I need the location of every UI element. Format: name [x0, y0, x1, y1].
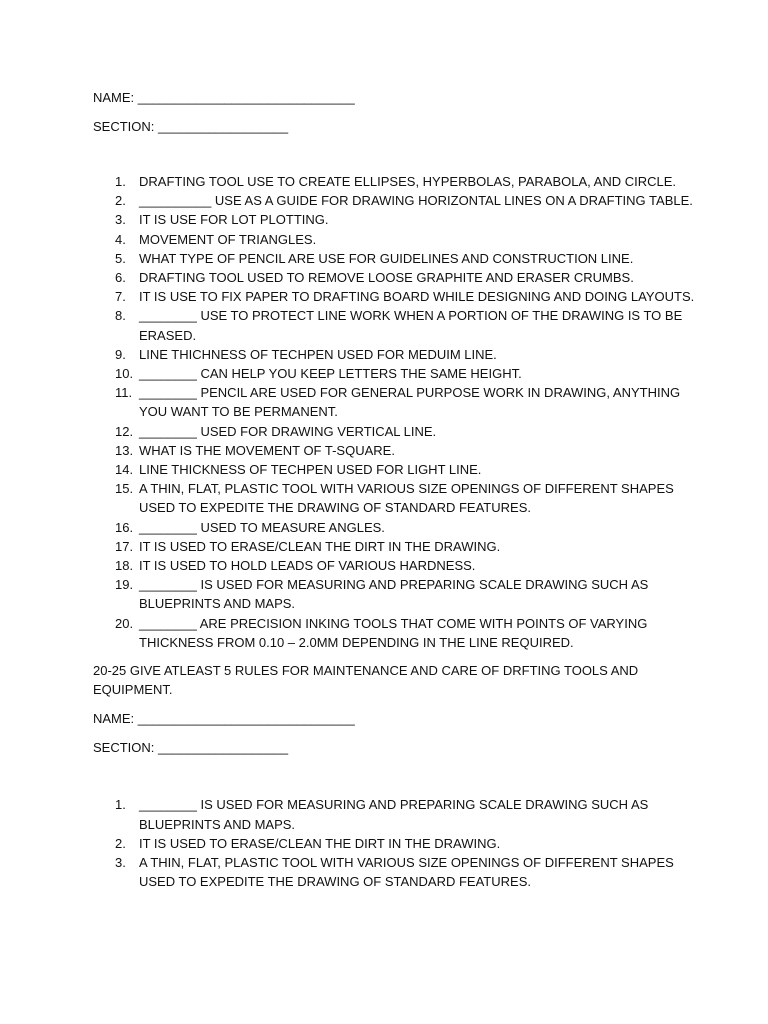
- question-item: [115, 518, 708, 537]
- question-text: ________ PENCIL ARE USED FOR GENERAL PURPOSE WORK IN DRAWING, ANYTHING YOU WANT TO BE PERMANENT.: [139, 385, 681, 420]
- question-item: [115, 249, 708, 268]
- question-item: [115, 210, 708, 229]
- question-text: A THIN, FLAT, PLASTIC TOOL WITH VARIOUS SIZE OPENINGS OF DIFFERENT SHAPES USED TO EXPEDITE THE DRAWING OF STANDARD FEATURES.: [139, 855, 674, 890]
- question-text: IT IS USED TO ERASE/CLEAN THE DIRT IN THE DRAWING.: [139, 835, 501, 851]
- question-item: [115, 614, 708, 652]
- question-item: [115, 422, 708, 441]
- question-text: LINE THICKNESS OF TECHPEN USED FOR LIGHT LINE.: [139, 462, 482, 478]
- question-number: 1.: [115, 797, 126, 813]
- question-number: 17.: [115, 538, 134, 554]
- question-number: 3.: [115, 855, 126, 871]
- question-text: WHAT IS THE MOVEMENT OF T-SQUARE.: [139, 442, 395, 458]
- section-field-a[interactable]: SECTION: __________________: [93, 119, 289, 134]
- question-item: [115, 172, 708, 191]
- question-item: [115, 191, 708, 210]
- question-item: [115, 853, 708, 891]
- question-text: IT IS USED TO HOLD LEADS OF VARIOUS HARDNESS.: [139, 558, 476, 574]
- question-number: 20.: [115, 615, 134, 631]
- question-item: [115, 537, 708, 556]
- question-item: [115, 287, 708, 306]
- question-item: [115, 575, 708, 613]
- question-text: WHAT TYPE OF PENCIL ARE USE FOR GUIDELINES AND CONSTRUCTION LINE.: [139, 250, 634, 266]
- question-item: [115, 383, 708, 421]
- question-number: 19.: [115, 577, 134, 593]
- question-item: [115, 230, 708, 249]
- section-field-b[interactable]: SECTION: __________________: [93, 740, 289, 756]
- question-number: 8.: [115, 308, 126, 324]
- question-text: ________ CAN HELP YOU KEEP LETTERS THE SAME HEIGHT.: [139, 366, 522, 382]
- question-number: 9.: [115, 346, 126, 362]
- question-number: 10.: [115, 366, 134, 382]
- name-field-b[interactable]: NAME: ______________________________: [93, 711, 355, 727]
- question-number: 15.: [115, 481, 134, 497]
- question-number: 5.: [115, 250, 126, 266]
- question-text: __________ USE AS A GUIDE FOR DRAWING HORIZONTAL LINES ON A DRAFTING TABLE.: [139, 193, 693, 209]
- question-number: 3.: [115, 212, 126, 228]
- question-text: DRAFTING TOOL USE TO CREATE ELLIPSES, HYPERBOLAS, PARABOLA, AND CIRCLE.: [139, 174, 677, 189]
- question-text: A THIN, FLAT, PLASTIC TOOL WITH VARIOUS SIZE OPENINGS OF DIFFERENT SHAPES USED TO EXPEDITE THE DRAWING OF STANDARD FEATURES.: [139, 481, 674, 516]
- instruction-note: 20-25 GIVE ATLEAST 5 RULES FOR MAINTENANCE AND CARE OF DRFTING TOOLS AND EQUIPMENT.: [93, 663, 639, 698]
- question-number: 18.: [115, 558, 134, 574]
- question-text: ________ USE TO PROTECT LINE WORK WHEN A PORTION OF THE DRAWING IS TO BE ERASED.: [139, 308, 683, 343]
- question-number: 1.: [115, 174, 126, 189]
- question-item: [115, 364, 708, 383]
- name-field-a[interactable]: NAME: ______________________________: [93, 90, 355, 105]
- question-text: ________ IS USED FOR MEASURING AND PREPARING SCALE DRAWING SUCH AS BLUEPRINTS AND MAPS.: [139, 797, 649, 832]
- question-number: 7.: [115, 289, 126, 305]
- question-text: ________ USED FOR DRAWING VERTICAL LINE.: [139, 423, 437, 439]
- question-number: 12.: [115, 423, 134, 439]
- question-item: [115, 441, 708, 460]
- question-text: ________ IS USED FOR MEASURING AND PREPARING SCALE DRAWING SUCH AS BLUEPRINTS AND MAPS.: [139, 577, 649, 612]
- question-text: ________ USED TO MEASURE ANGLES.: [139, 519, 385, 535]
- question-number: 13.: [115, 442, 134, 458]
- question-text: MOVEMENT OF TRIANGLES.: [139, 231, 317, 247]
- question-number: 11.: [115, 385, 133, 401]
- question-text: ________ ARE PRECISION INKING TOOLS THAT COME WITH POINTS OF VARYING THICKNESS FROM 0.10 – 2.0MM DEPENDING IN THE LINE REQUIRED.: [139, 615, 648, 650]
- question-list-a: [93, 172, 708, 652]
- question-item: [115, 834, 708, 853]
- question-text: LINE THICHNESS OF TECHPEN USED FOR MEDUIM LINE.: [139, 346, 497, 362]
- question-item: [115, 306, 708, 344]
- question-number: 2.: [115, 193, 126, 209]
- question-list-b: [93, 795, 708, 891]
- question-text: DRAFTING TOOL USED TO REMOVE LOOSE GRAPHITE AND ERASER CRUMBS.: [139, 270, 634, 286]
- question-item: [115, 345, 708, 364]
- question-number: 2.: [115, 835, 126, 851]
- question-item: [115, 795, 708, 833]
- question-item: [115, 479, 708, 517]
- question-text: IT IS USE FOR LOT PLOTTING.: [139, 212, 329, 228]
- question-number: 6.: [115, 270, 126, 286]
- question-text: IT IS USE TO FIX PAPER TO DRAFTING BOARD WHILE DESIGNING AND DOING LAYOUTS.: [139, 289, 695, 305]
- question-text: IT IS USED TO ERASE/CLEAN THE DIRT IN THE DRAWING.: [139, 538, 501, 554]
- question-number: 14.: [115, 462, 134, 478]
- question-item: [115, 460, 708, 479]
- question-item: [115, 556, 708, 575]
- question-item: [115, 268, 708, 287]
- question-number: 16.: [115, 519, 134, 535]
- question-number: 4.: [115, 231, 126, 247]
